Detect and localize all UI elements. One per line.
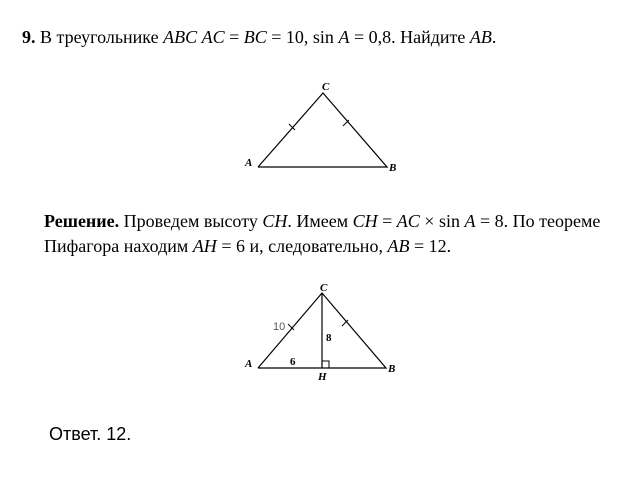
height-ch-2: CH bbox=[352, 211, 378, 231]
problem-text-6: . bbox=[491, 27, 497, 47]
solution-t5: = 8. По теореме Пифагора находим bbox=[44, 211, 601, 256]
segment-ah: AH bbox=[192, 236, 217, 256]
right-angle-mark bbox=[322, 361, 329, 368]
vertex-c-label: C bbox=[322, 81, 330, 93]
side-ac-2: AC bbox=[396, 211, 420, 231]
problem-text-1: В треугольнике bbox=[35, 27, 164, 47]
problem-statement bbox=[22, 27, 496, 48]
vertex-b-label: B bbox=[389, 162, 397, 174]
triangle-name: ABC bbox=[163, 27, 198, 47]
vertex-b-label-2: B bbox=[388, 363, 396, 375]
solution-t4: × sin bbox=[419, 211, 465, 231]
height-length-label: 8 bbox=[326, 332, 332, 344]
triangle-figure bbox=[240, 80, 410, 180]
base-length-label: 6 bbox=[290, 356, 296, 368]
triangle-outline bbox=[258, 93, 387, 167]
problem-text-5: = 0,8. Найдите bbox=[349, 27, 470, 47]
problem-text-4: = 10, sin bbox=[266, 27, 339, 47]
problem-number: 9. bbox=[22, 27, 36, 47]
solution-figure bbox=[240, 282, 410, 382]
vertex-a-label-2: A bbox=[245, 358, 253, 370]
tick-mark-bc bbox=[343, 120, 349, 126]
solution-t6: = 6 и, следовательно, bbox=[216, 236, 388, 256]
angle-a-2: A bbox=[464, 211, 476, 231]
side-length-label: 10 bbox=[273, 321, 286, 333]
problem-text-3: = bbox=[224, 27, 244, 47]
solution-t7: = 12. bbox=[409, 236, 452, 256]
height-ch: CH bbox=[262, 211, 288, 231]
side-ac: AC bbox=[201, 27, 225, 47]
solution-t1: Проведем высоту bbox=[119, 211, 263, 231]
vertex-c-label-2: C bbox=[320, 282, 328, 294]
side-bc: BC bbox=[243, 27, 267, 47]
angle-a: A bbox=[338, 27, 350, 47]
answer-text: Ответ. 12. bbox=[49, 424, 132, 444]
vertex-a-label: A bbox=[245, 157, 253, 169]
side-ab-2: AB bbox=[387, 236, 410, 256]
solution-t2: . Имеем bbox=[287, 211, 353, 231]
solution-heading: Решение. bbox=[44, 211, 120, 231]
foot-h-label: H bbox=[318, 371, 327, 383]
solution-block bbox=[44, 209, 604, 259]
side-ab: AB bbox=[469, 27, 492, 47]
solution-t3: = bbox=[377, 211, 397, 231]
